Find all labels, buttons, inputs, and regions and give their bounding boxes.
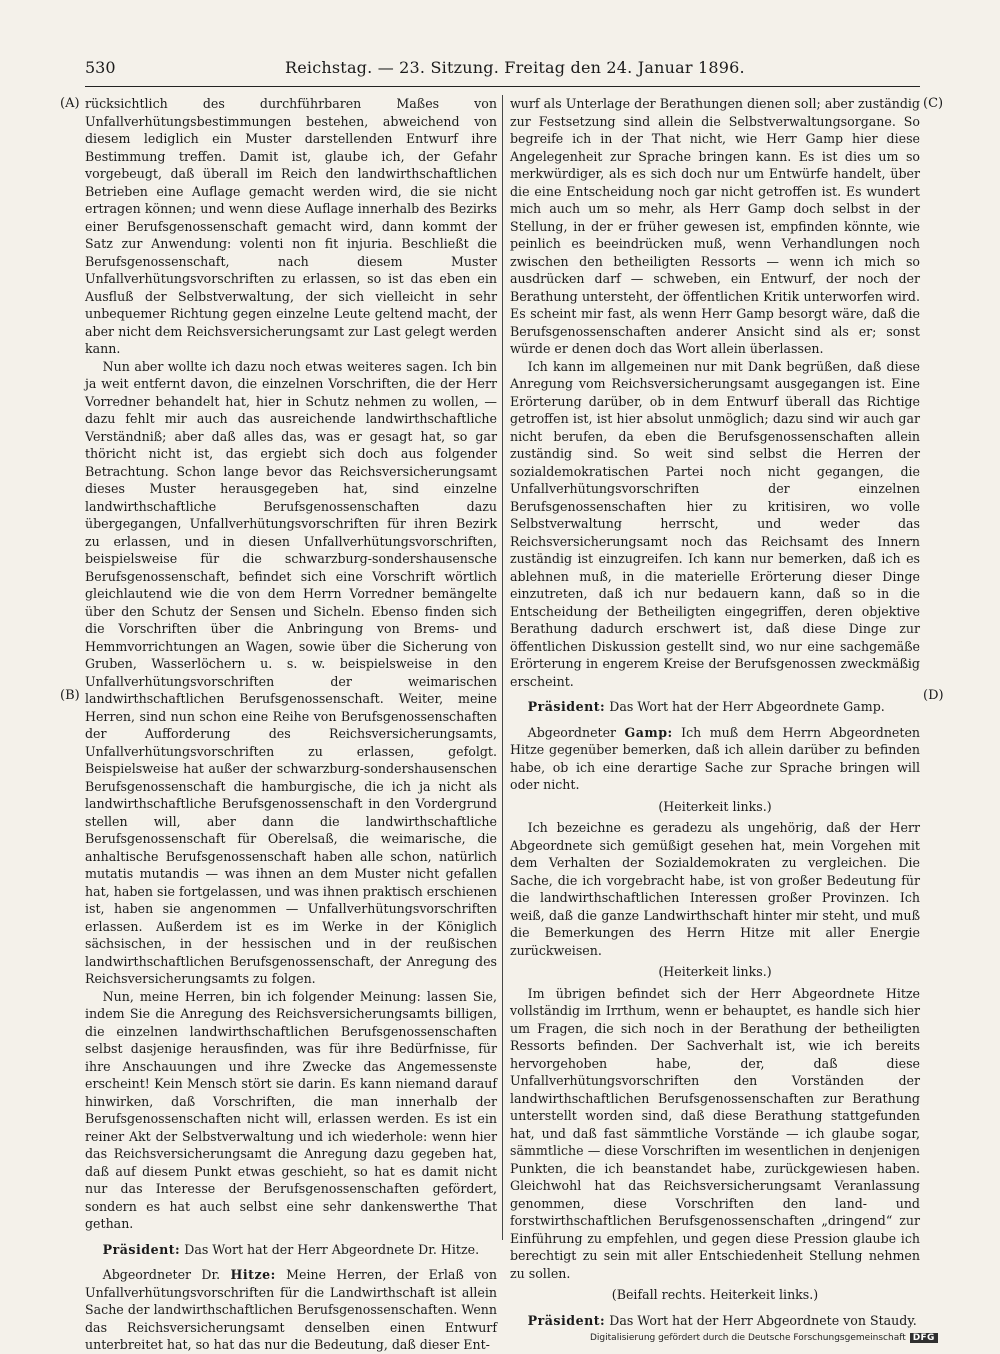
margin-marker-a: (A) — [60, 96, 80, 111]
speaker-name: Präsident: — [527, 699, 606, 714]
speaker-text: Ich muß dem Herrn Abgeordneten Hitze gegenüber bemerken, daß ich allein darüber zu befinden habe, ob ich eine derartige Sache zur Sprache bringen will oder nicht. — [510, 724, 921, 792]
speaker-turn — [510, 698, 920, 716]
speaker-name: Hitze: — [230, 1267, 276, 1282]
margin-marker-b: (B) — [60, 688, 80, 703]
speaker-name: Präsident: — [527, 1312, 606, 1328]
speaker-turn — [510, 1312, 920, 1330]
speaker-turn — [510, 724, 920, 794]
credit-text: Digitalisierung gefördert durch die Deutsche Forschungsgemeinschaft — [590, 1333, 906, 1343]
interjection: (Heiterkeit links.) — [658, 798, 772, 814]
page-header — [85, 58, 920, 84]
paragraph: Nun aber wollte ich dazu noch etwas weiteres sagen. Ich bin ja weit entfernt davon, die einzelnen Vorschriften, die der Herr Vorredner behandelt hat, hier in Schutz nehmen zu wollen, — dazu fehlt mir auch das ausreichende landwirthschaftliche Verständniß; aber daß alles das, was er gesagt hat, so gar thöricht nicht ist, das ergiebt sich doch aus folgender Betrachtung. Schon lange bevor das Reichsversicherungsamt dieses Muster herausgegeben hat, sind einzelne landwirthschaftliche Berufsgenossenschaften dazu übergegangen, Unfallverhütungsvorschriften für ihren Bezirk zu erlassen, und in diesen Unfallverhütungsvorschriften, beispielsweise für die schwarzburg-sondershausensche Berufsgenossenschaft, befindet sich eine Vorschrift wörtlich gleichlautend wie die von dem Herrn Vorredner bemängelte über den Schutz der Sensen und Sicheln. Ebenso finden sich die Vorschriften über die Anbringung von Brems- und Hemmvorrichtungen an Wagen, sowie über die Sicherung von Gruben, Wasserlöchern u. s. w. beispielsweise in den Unfallverhütungsvorschriften der weimarischen landwirthschaftlichen Berufsgenossenschaft. Weiter, meine Herren, sind nun schon eine Reihe von Berufsgenossenschaften der Aufforderung des Reichsversicherungsamts, Unfallverhütungsvorschriften zu erlassen, gefolgt. Beispielsweise hat außer der schwarzburg-sondershausenschen Berufsgenossenschaft die hamburgische, die ich ja nicht als landwirthschaftliche Berufsgenossenschaft in den Vordergrund stellen will, aber dann die landwirthschaftliche Berufsgenossenschaft für Oberelsaß, die weimarische, die anhaltische Berufsgenossenschaft haben alle schon, natürlich mutatis mutandis — was ihnen an dem Muster nicht gefallen hat, haben sie fortgelassen, und was ihnen praktisch erschienen ist, haben sie angenommen — Unfallverhütungsvorschriften erlassen. Außerdem ist es im Werke in der Königlich sächsischen, in der hessischen und in der reußischen landwirthschaftlichen Berufsgenossenschaft, der Anregung des Reichsversicherungsamts zu folgen. — [85, 358, 497, 986]
margin-marker-d: (D) — [923, 688, 944, 703]
speaker-prefix: Abgeordneter Dr. — [102, 1267, 221, 1282]
column-divider — [502, 95, 503, 1240]
paragraph: rücksichtlich des durchführbaren Maßes von Unfallverhütungsbestimmungen bestehen, abweichend von diesem lediglich ein Muster darstellenden Entwurf ihre Bestimmung treffen. Damit ist, glaube ich, der Gefahr vorgebeugt, daß überall im Reich den landwirthschaftlichen Betrieben eine Auflage gemacht werden wird, die sie nicht ertragen können; und wenn diese Auflage innerhalb des Bezirks einer Berufsgenossenschaft gemacht wird, dann kommt der Satz zur Anwendung: volenti non fit injuria. Beschließt die Berufsgenossenschaft, nach diesem Muster Unfallverhütungsvorschriften zu erlassen, so ist das eben ein Ausfluß der Selbstverwaltung, der sich vielleicht in sehr unbequemer Richtung gegen einzelne Leute geltend macht, der aber nicht dem Reichsversicherungsamt zur Last gelegt werden kann. — [85, 96, 497, 356]
header-rule — [85, 86, 920, 87]
speaker-prefix: Abgeordneter — [527, 724, 617, 740]
left-column — [85, 95, 497, 1354]
paragraph: Ich kann im allgemeinen nur mit Dank begrüßen, daß diese Anregung vom Reichsversicherungsamt ausgegangen ist. Eine Erörterung darüber, ob in dem Entwurf überall das Richtige getroffen ist, ist hier absolut unmöglich; dazu sind wir auch gar nicht berufen, da eben die Berufsgenossenschaften allein zuständig sind. So weit sind selbst die Herren der sozialdemokratischen Partei noch nicht gegangen, die Unfallverhütungsvorschriften der einzelnen Berufsgenossenschaften hier zu kritisiren, wo volle Selbstverwaltung herrscht, und weder das Reichsversicherungsamt noch das Reichsamt des Innern zuständig ist einzugreifen. Ich kann nur bemerken, daß ich es ablehnen muß, in die materielle Erörterung dieser Dinge einzutreten, daß ich nur bedauern kann, daß so in die Entscheidung der Betheiligten eingegriffen, deren objektive Berathung dadurch erschwert ist, daß diese Dinge zur öffentlichen Diskussion gestellt sind, wo nur eine sachgemäße Erörterung in engerem Kreise der Berufsgenossen zweckmäßig erscheint. — [510, 358, 920, 689]
page-number: 530 — [85, 58, 116, 77]
margin-marker-c: (C) — [923, 96, 944, 111]
paragraph: Im übrigen befindet sich der Herr Abgeordnete Hitze vollständig im Irrthum, wenn er behauptet, es handle sich hier um Fragen, die sich noch in der Berathung der betheiligten Ressorts befinden. Der Sachverhalt ist, wie ich bereits hervorgehoben habe, der, daß diese Unfallverhütungsvorschriften den Vorständen der landwirthschaftlichen Berufsgenossenschaften zur Berathung unterstellt worden sind, daß diese Berathung stattgefunden hat, und daß fast sämmtliche Vorstände — ich glaube sogar, sämmtliche — diese Vorschriften im wesentlichen in denjenigen Punkten, die ich beanstandet habe, zurückgewiesen haben. Gleichwohl hat das Reichsversicherungsamt Veranlassung genommen, diese Vorschriften den land- und forstwirthschaftlichen Berufsgenossenschaften „dringend“ zur Einführung zu empfehlen, und gegen diese Pression glaube ich berechtigt zu sein mit aller Entschiedenheit Stellung nehmen zu sollen. — [510, 985, 920, 1281]
speaker-name: Gamp: — [624, 724, 673, 740]
speaker-text: Meine Herren, der Erlaß von Unfallverhütungsvorschriften für die Landwirthschaft ist allein Sache der landwirthschaftlichen Berufsgenossenschaften. Wenn das Reichsversicherungsamt denselben einen Entwurf unterbreitet hat, so hat das nur die Bedeutung, daß dieser Ent- — [85, 1267, 497, 1352]
speaker-text: Das Wort hat der Herr Abgeordnete Gamp. — [609, 699, 885, 714]
digitization-credit — [590, 1333, 938, 1343]
paragraph: Ich bezeichne es geradezu als ungehörig, daß der Herr Abgeordnete sich gemüßigt gesehen hat, mein Vorgehen mit dem Verhalten der Sozialdemokraten zu vergleichen. Die Sache, die ich vorgebracht habe, ist von großer Bedeutung für die landwirthschaftlichen Interessen großer Provinzen. Ich weiß, daß die ganze Landwirthschaft hinter mir steht, und muß die Bemerkungen des Herrn Hitze mit aller Energie zurückweisen. — [510, 820, 920, 958]
dfg-logo: DFG — [910, 1333, 938, 1343]
speaker-turn — [85, 1266, 497, 1354]
speaker-name: Präsident: — [102, 1241, 181, 1257]
speaker-text: Das Wort hat der Herr Abgeordnete Dr. Hitze. — [184, 1241, 480, 1257]
running-title: Reichstag. — 23. Sitzung. Freitag den 24. Januar 1896. — [285, 58, 745, 77]
speaker-turn — [85, 1241, 497, 1259]
paragraph: Nun, meine Herren, bin ich folgender Meinung: lassen Sie, indem Sie die Anregung des Reichsversicherungsamts billigen, die einzelnen landwirthschaftlichen Berufsgenossenschaften selbst dasjenige herausfinden, was für ihre Bedürfnisse, für ihre Anschauungen und ihre Zwecke das Angemessenste erscheint! Kein Mensch stört sie darin. Es kann niemand darauf hinwirken, daß Vorschriften, die man innerhalb der Berufsgenossenschaften nicht will, erlassen werden. Es ist ein reiner Akt der Selbstverwaltung und ich wiederhole: wenn hier das Reichsversicherungsamt die Anregung dazu gegeben hat, daß auf diesem Punkt etwas geschieht, so hat es damit nicht nur das Interesse der Berufsgenossenschaften gefördert, sondern es hat auch selbst eine sehr dankenswerthe That gethan. — [85, 988, 497, 1231]
paragraph: wurf als Unterlage der Berathungen dienen soll; aber zuständig zur Festsetzung sind allein die Selbstverwaltungsorgane. So begreife ich in der That nicht, wie Herr Gamp hier diese Angelegenheit zur Sprache bringen kann. Es ist dies um so merkwürdiger, als es sich doch nur um Entwürfe handelt, über die eine Entscheidung noch gar nicht getroffen ist. Es wundert mich auch um so mehr, als Herr Gamp doch selbst in der Stellung, in der er früher gewesen ist, empfinden könnte, wie peinlich es beeindrücken muß, wenn Verhandlungen noch zwischen den betheiligten Ressorts — wenn ich mich so ausdrücken darf — schweben, ein Entwurf, der noch der Berathung untersteht, der öffentlichen Kritik unterworfen wird. Es scheint mir fast, als wenn Herr Gamp besorgt wäre, daß die Berufsgenossenschaften anderer Ansicht sind als er; sonst würde er denen doch das Wort allein überlassen. — [510, 96, 920, 356]
interjection: (Heiterkeit links.) — [658, 964, 772, 979]
interjection: (Beifall rechts. Heiterkeit links.) — [611, 1287, 819, 1302]
right-column — [510, 95, 920, 1329]
speaker-text: Das Wort hat der Herr Abgeordnete von Staudy. — [609, 1312, 917, 1328]
